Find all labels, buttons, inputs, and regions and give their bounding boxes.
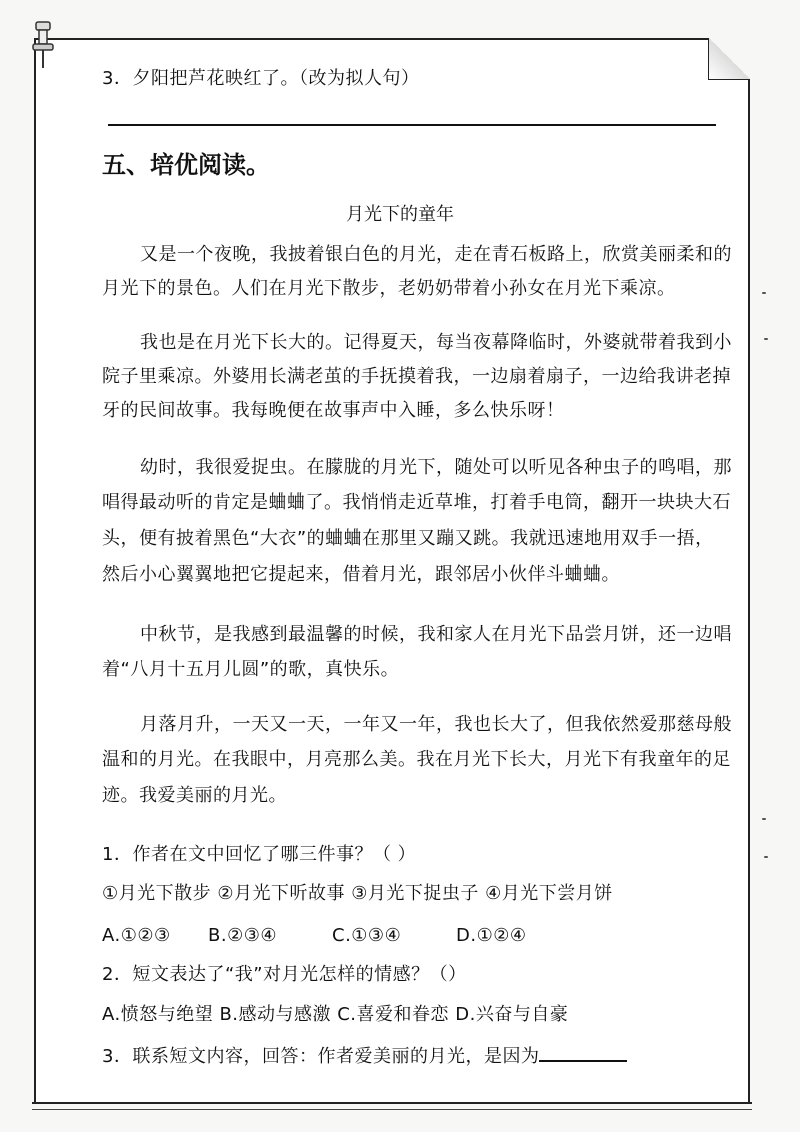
question-1-option-a[interactable]: A.①②③ [102, 925, 171, 946]
passage-line: 我也是在月光下长大的。记得夏天，每当夜幕降临时，外婆就带着我到小 [140, 332, 732, 353]
question-1-items: ①月光下散步 ②月光下听故事 ③月光下捉虫子 ④月光下尝月饼 [102, 883, 613, 904]
page-fold-corner [708, 38, 750, 80]
section-heading: 五、培优阅读。 [102, 151, 270, 179]
passage-line: 幼时，我很爱捉虫。在朦胧的月光下，随处可以听见各种虫子的鸣唱，那 [140, 457, 732, 478]
question-1-option-b[interactable]: B.②③④ [208, 925, 277, 946]
question-1-option-d[interactable]: D.①②④ [456, 925, 527, 946]
question-1-option-c[interactable]: C.①③④ [332, 925, 402, 946]
scan-speck [764, 856, 768, 858]
question-3-prompt [102, 1042, 627, 1070]
page-bottom-border [32, 1102, 752, 1110]
passage-line: 又是一个夜晚，我披着银白色的月光，走在青石板路上，欣赏美丽柔和的 [140, 244, 732, 265]
passage-line: 着“八月十五月儿圆”的歌，真快乐。 [102, 659, 400, 680]
answer-line[interactable] [108, 124, 716, 126]
passage-line: 院子里乘凉。外婆用长满老茧的手抚摸着我，一边扇着扇子，一边给我讲老掉 [102, 366, 731, 387]
question-2-options[interactable]: A.愤怒与绝望 B.感动与感激 C.喜爱和眷恋 D.兴奋与自豪 [102, 1004, 569, 1025]
passage-line: 月落月升，一天又一天，一年又一年，我也长大了，但我依然爱那慈母般 [140, 714, 732, 735]
answer-blank[interactable] [539, 1042, 627, 1062]
question-1-prompt: 1．作者在文中回忆了哪三件事？（ ） [102, 844, 417, 865]
scan-speck [762, 818, 766, 820]
question-3-text: 3．联系短文内容，回答：作者爱美丽的月光，是因为 [102, 1046, 540, 1067]
scan-speck [762, 292, 766, 294]
scan-speck [764, 338, 768, 340]
rewrite-question: 3．夕阳把芦花映红了。（改为拟人句） [102, 68, 420, 89]
passage-line: 月光下的景色。人们在月光下散步，老奶奶带着小孙女在月光下乘凉。 [102, 278, 676, 299]
passage-line: 中秋节，是我感到最温馨的时候，我和家人在月光下品尝月饼，还一边唱 [140, 624, 732, 645]
passage-line: 迹。我爱美丽的月光。 [102, 785, 287, 806]
passage-line: 唱得最动听的肯定是蛐蛐了。我悄悄走近草堆，打着手电筒，翻开一块块大石 [102, 492, 731, 513]
passage-line: 头，便有披着黑色“大衣”的蛐蛐在那里又蹦又跳。我就迅速地用双手一捂， [102, 528, 714, 549]
passage-title: 月光下的童年 [346, 204, 454, 225]
pushpin-icon [28, 20, 58, 72]
passage-line: 然后小心翼翼地把它提起来，借着月光，跟邻居小伙伴斗蛐蛐。 [102, 564, 620, 585]
question-2-prompt: 2．短文表达了“我”对月光怎样的情感？（） [102, 964, 467, 985]
passage-line: 温和的月光。在我眼中，月亮那么美。我在月光下长大，月光下有我童年的足 [102, 749, 731, 770]
passage-line: 牙的民间故事。我每晚便在故事声中入睡，多么快乐呀！ [102, 400, 565, 421]
